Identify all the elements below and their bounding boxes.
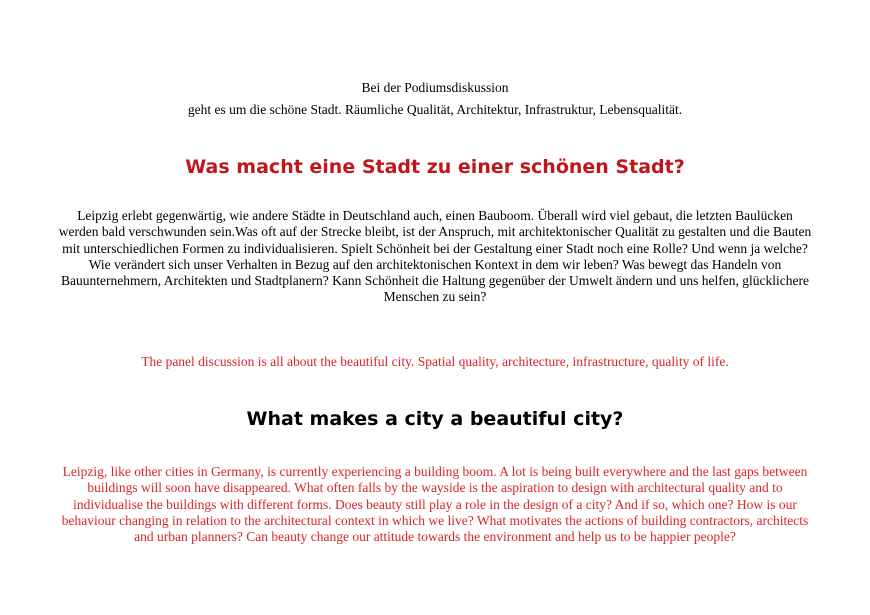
english-body-paragraph: Leipzig, like other cities in Germany, is currently experiencing a building boom. A lot is being built everywhere and the last gaps between buildings will soon have disappeared. What often falls by the wayside is the aspiration to design with architectural quality and to individualise the buildings with different forms. Does beauty still play a role in the design of a city? And if so, which one? How is our behaviour changing in relation to the architectural context in which we live? What motivates the actions of building contractors, architects and urban planners? Can beauty change our attitude towards the environment and help us to be happier people? xyxy=(61,464,809,545)
english-intro: The panel discussion is all about the beautiful city. Spatial quality, architecture, infrastructure, quality of life. xyxy=(141,354,729,369)
german-body-paragraph: Leipzig erlebt gegenwärtig, wie andere Städte in Deutschland auch, einen Bauboom. Überall wird viel gebaut, die letzten Baulücken werden bald verschwunden sein.Was oft auf der Strecke bleibt, ist der Anspruch, mit architektonischer Qualität zu gestalten und die Bauten mit unterschiedlichen Formen zu individualisieren. Spielt Schönheit bei der Gestaltung einer Stadt noch eine Rolle? Und wenn ja welche? Wie verändert sich unser Verhalten in Bezug auf den architektonischen Kontext in dem wir leben? Was bewegt das Handeln von Bauunternehmern, Architekten und Stadtplanern? Kann Schönheit die Haltung gegenüber der Umwelt ändern und uns helfen, glücklichere Menschen zu sein? xyxy=(58,208,812,305)
german-title: Was macht eine Stadt zu einer schönen Stadt? xyxy=(185,156,685,178)
german-intro-line-1: Bei der Podiumsdiskussion xyxy=(361,80,509,95)
german-intro-line-2: geht es um die schöne Stadt. Räumliche Qualität, Architektur, Infrastruktur, Lebensqualität. xyxy=(187,102,683,117)
english-title: What makes a city a beautiful city? xyxy=(246,408,624,430)
